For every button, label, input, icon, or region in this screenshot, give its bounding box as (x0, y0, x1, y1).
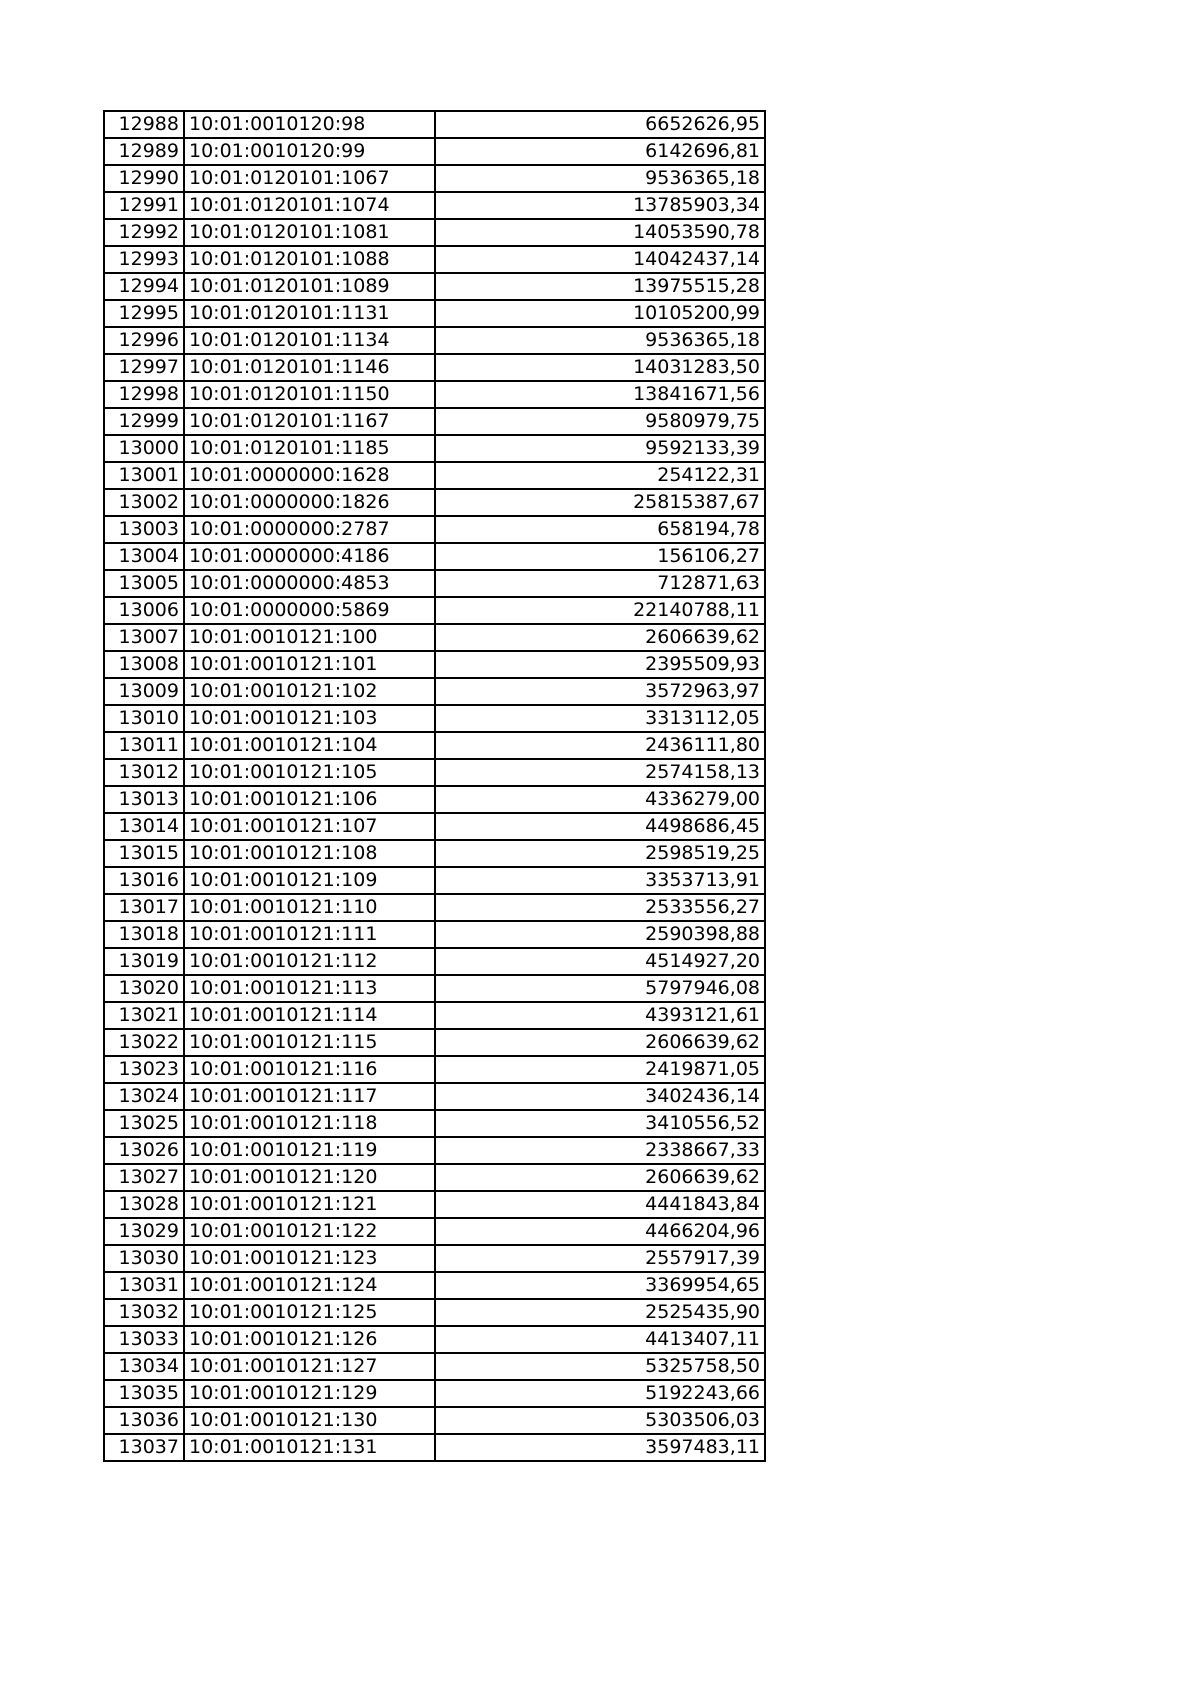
cadastral-number-cell: 10:01:0010121:120 (184, 1164, 435, 1191)
table-row (104, 570, 765, 597)
cadastral-number-cell: 10:01:0010121:130 (184, 1407, 435, 1434)
cadastral-number-cell: 10:01:0000000:1826 (184, 489, 435, 516)
table-row (104, 1137, 765, 1164)
value-cell: 2557917,39 (435, 1245, 765, 1272)
cadastral-number-cell: 10:01:0010121:122 (184, 1218, 435, 1245)
cadastral-number-cell: 10:01:0120101:1067 (184, 165, 435, 192)
table-row (104, 300, 765, 327)
table-row (104, 1218, 765, 1245)
table-row (104, 921, 765, 948)
table-row (104, 705, 765, 732)
value-cell: 2606639,62 (435, 1164, 765, 1191)
cadastral-number-cell: 10:01:0010121:111 (184, 921, 435, 948)
cadastral-number-cell: 10:01:0010121:113 (184, 975, 435, 1002)
row-number-cell: 12988 (104, 111, 184, 138)
value-cell: 2606639,62 (435, 1029, 765, 1056)
cadastral-number-cell: 10:01:0120101:1081 (184, 219, 435, 246)
value-cell: 4393121,61 (435, 1002, 765, 1029)
row-number-cell: 13021 (104, 1002, 184, 1029)
table-row (104, 192, 765, 219)
cadastral-number-cell: 10:01:0010121:108 (184, 840, 435, 867)
row-number-cell: 13022 (104, 1029, 184, 1056)
cadastral-number-cell: 10:01:0010121:116 (184, 1056, 435, 1083)
value-cell: 14053590,78 (435, 219, 765, 246)
cadastral-number-cell: 10:01:0010121:102 (184, 678, 435, 705)
row-number-cell: 13015 (104, 840, 184, 867)
table-row (104, 1245, 765, 1272)
cadastral-number-cell: 10:01:0000000:1628 (184, 462, 435, 489)
table-row (104, 165, 765, 192)
row-number-cell: 12991 (104, 192, 184, 219)
row-number-cell: 12992 (104, 219, 184, 246)
table-row (104, 1002, 765, 1029)
row-number-cell: 13037 (104, 1434, 184, 1461)
cadastral-number-cell: 10:01:0120101:1146 (184, 354, 435, 381)
table-row (104, 489, 765, 516)
value-cell: 6652626,95 (435, 111, 765, 138)
cadastral-number-cell: 10:01:0000000:2787 (184, 516, 435, 543)
row-number-cell: 13004 (104, 543, 184, 570)
cadastral-number-cell: 10:01:0010121:107 (184, 813, 435, 840)
row-number-cell: 12997 (104, 354, 184, 381)
value-cell: 156106,27 (435, 543, 765, 570)
table-row (104, 1164, 765, 1191)
table-row (104, 867, 765, 894)
cadastral-number-cell: 10:01:0120101:1131 (184, 300, 435, 327)
table-row (104, 651, 765, 678)
value-cell: 14042437,14 (435, 246, 765, 273)
value-cell: 2590398,88 (435, 921, 765, 948)
table-row (104, 1029, 765, 1056)
row-number-cell: 13018 (104, 921, 184, 948)
row-number-cell: 13029 (104, 1218, 184, 1245)
table-row (104, 813, 765, 840)
table-row (104, 1056, 765, 1083)
table-row (104, 1407, 765, 1434)
row-number-cell: 13013 (104, 786, 184, 813)
row-number-cell: 13009 (104, 678, 184, 705)
table-row (104, 1326, 765, 1353)
cadastral-number-cell: 10:01:0000000:5869 (184, 597, 435, 624)
row-number-cell: 12989 (104, 138, 184, 165)
table-row (104, 408, 765, 435)
row-number-cell: 13012 (104, 759, 184, 786)
cadastral-number-cell: 10:01:0120101:1167 (184, 408, 435, 435)
cadastral-number-cell: 10:01:0010121:104 (184, 732, 435, 759)
table-row (104, 786, 765, 813)
cadastral-number-cell: 10:01:0010121:110 (184, 894, 435, 921)
row-number-cell: 13007 (104, 624, 184, 651)
row-number-cell: 13000 (104, 435, 184, 462)
cadastral-number-cell: 10:01:0120101:1088 (184, 246, 435, 273)
row-number-cell: 13016 (104, 867, 184, 894)
cadastral-number-cell: 10:01:0010121:121 (184, 1191, 435, 1218)
value-cell: 2338667,33 (435, 1137, 765, 1164)
value-cell: 3369954,65 (435, 1272, 765, 1299)
value-cell: 4466204,96 (435, 1218, 765, 1245)
row-number-cell: 13024 (104, 1083, 184, 1110)
row-number-cell: 13035 (104, 1380, 184, 1407)
table-row (104, 246, 765, 273)
table-row (104, 732, 765, 759)
value-cell: 712871,63 (435, 570, 765, 597)
cadastral-number-cell: 10:01:0000000:4853 (184, 570, 435, 597)
table-row (104, 327, 765, 354)
cadastral-number-cell: 10:01:0010121:126 (184, 1326, 435, 1353)
value-cell: 2606639,62 (435, 624, 765, 651)
row-number-cell: 12990 (104, 165, 184, 192)
value-cell: 3353713,91 (435, 867, 765, 894)
value-cell: 13785903,34 (435, 192, 765, 219)
value-cell: 2436111,80 (435, 732, 765, 759)
value-cell: 3402436,14 (435, 1083, 765, 1110)
table-row (104, 678, 765, 705)
row-number-cell: 13011 (104, 732, 184, 759)
table-row (104, 1353, 765, 1380)
value-cell: 9580979,75 (435, 408, 765, 435)
cadastral-number-cell: 10:01:0010121:131 (184, 1434, 435, 1461)
value-cell: 3410556,52 (435, 1110, 765, 1137)
cadastral-number-cell: 10:01:0010121:124 (184, 1272, 435, 1299)
value-cell: 6142696,81 (435, 138, 765, 165)
value-cell: 4336279,00 (435, 786, 765, 813)
table-row (104, 1272, 765, 1299)
row-number-cell: 12993 (104, 246, 184, 273)
row-number-cell: 12999 (104, 408, 184, 435)
value-cell: 13841671,56 (435, 381, 765, 408)
value-cell: 2525435,90 (435, 1299, 765, 1326)
row-number-cell: 13017 (104, 894, 184, 921)
table-row (104, 1110, 765, 1137)
value-cell: 9592133,39 (435, 435, 765, 462)
row-number-cell: 13010 (104, 705, 184, 732)
cadastral-number-cell: 10:01:0010121:114 (184, 1002, 435, 1029)
value-cell: 4413407,11 (435, 1326, 765, 1353)
cadastral-number-cell: 10:01:0010121:125 (184, 1299, 435, 1326)
table-row (104, 111, 765, 138)
value-cell: 5192243,66 (435, 1380, 765, 1407)
cadastral-number-cell: 10:01:0010121:127 (184, 1353, 435, 1380)
row-number-cell: 13005 (104, 570, 184, 597)
table-row (104, 381, 765, 408)
row-number-cell: 13033 (104, 1326, 184, 1353)
row-number-cell: 13036 (104, 1407, 184, 1434)
cadastral-number-cell: 10:01:0120101:1185 (184, 435, 435, 462)
value-cell: 5303506,03 (435, 1407, 765, 1434)
value-cell: 3313112,05 (435, 705, 765, 732)
table-row (104, 840, 765, 867)
value-cell: 22140788,11 (435, 597, 765, 624)
row-number-cell: 13003 (104, 516, 184, 543)
row-number-cell: 13019 (104, 948, 184, 975)
row-number-cell: 12998 (104, 381, 184, 408)
row-number-cell: 13025 (104, 1110, 184, 1137)
value-cell: 9536365,18 (435, 165, 765, 192)
cadastral-number-cell: 10:01:0000000:4186 (184, 543, 435, 570)
cadastral-number-cell: 10:01:0010121:115 (184, 1029, 435, 1056)
row-number-cell: 13014 (104, 813, 184, 840)
row-number-cell: 13008 (104, 651, 184, 678)
cadastral-number-cell: 10:01:0010121:118 (184, 1110, 435, 1137)
row-number-cell: 13034 (104, 1353, 184, 1380)
table-body (104, 111, 765, 1461)
value-cell: 5325758,50 (435, 1353, 765, 1380)
cadastral-number-cell: 10:01:0010121:109 (184, 867, 435, 894)
value-cell: 3572963,97 (435, 678, 765, 705)
row-number-cell: 13030 (104, 1245, 184, 1272)
row-number-cell: 13027 (104, 1164, 184, 1191)
cadastral-number-cell: 10:01:0010121:106 (184, 786, 435, 813)
value-cell: 5797946,08 (435, 975, 765, 1002)
table-row (104, 138, 765, 165)
cadastral-number-cell: 10:01:0120101:1150 (184, 381, 435, 408)
data-table (103, 110, 766, 1462)
value-cell: 25815387,67 (435, 489, 765, 516)
row-number-cell: 13001 (104, 462, 184, 489)
table-row (104, 435, 765, 462)
table-row (104, 948, 765, 975)
row-number-cell: 13028 (104, 1191, 184, 1218)
table-row (104, 1191, 765, 1218)
cadastral-number-cell: 10:01:0010121:105 (184, 759, 435, 786)
cadastral-number-cell: 10:01:0120101:1089 (184, 273, 435, 300)
value-cell: 2533556,27 (435, 894, 765, 921)
table-row (104, 516, 765, 543)
value-cell: 10105200,99 (435, 300, 765, 327)
row-number-cell: 13023 (104, 1056, 184, 1083)
cadastral-number-cell: 10:01:0010121:112 (184, 948, 435, 975)
table-row (104, 624, 765, 651)
value-cell: 14031283,50 (435, 354, 765, 381)
cadastral-number-cell: 10:01:0010121:129 (184, 1380, 435, 1407)
cadastral-number-cell: 10:01:0010121:103 (184, 705, 435, 732)
table-row (104, 219, 765, 246)
cadastral-number-cell: 10:01:0010121:117 (184, 1083, 435, 1110)
value-cell: 254122,31 (435, 462, 765, 489)
value-cell: 2598519,25 (435, 840, 765, 867)
cadastral-number-cell: 10:01:0010121:119 (184, 1137, 435, 1164)
cadastral-number-cell: 10:01:0120101:1074 (184, 192, 435, 219)
value-cell: 9536365,18 (435, 327, 765, 354)
value-cell: 658194,78 (435, 516, 765, 543)
cadastral-number-cell: 10:01:0010121:101 (184, 651, 435, 678)
value-cell: 3597483,11 (435, 1434, 765, 1461)
table-row (104, 1434, 765, 1461)
table-row (104, 759, 765, 786)
row-number-cell: 13002 (104, 489, 184, 516)
value-cell: 4441843,84 (435, 1191, 765, 1218)
value-cell: 4498686,45 (435, 813, 765, 840)
value-cell: 2419871,05 (435, 1056, 765, 1083)
table-row (104, 543, 765, 570)
table-row (104, 975, 765, 1002)
value-cell: 2574158,13 (435, 759, 765, 786)
cadastral-number-cell: 10:01:0010120:98 (184, 111, 435, 138)
row-number-cell: 12994 (104, 273, 184, 300)
row-number-cell: 12996 (104, 327, 184, 354)
row-number-cell: 13031 (104, 1272, 184, 1299)
value-cell: 4514927,20 (435, 948, 765, 975)
table-row (104, 273, 765, 300)
row-number-cell: 13020 (104, 975, 184, 1002)
table-row (104, 597, 765, 624)
table-row (104, 462, 765, 489)
table-row (104, 1083, 765, 1110)
value-cell: 2395509,93 (435, 651, 765, 678)
row-number-cell: 13032 (104, 1299, 184, 1326)
table-row (104, 354, 765, 381)
value-cell: 13975515,28 (435, 273, 765, 300)
cadastral-number-cell: 10:01:0010121:123 (184, 1245, 435, 1272)
table-row (104, 1380, 765, 1407)
table-row (104, 894, 765, 921)
row-number-cell: 13006 (104, 597, 184, 624)
cadastral-number-cell: 10:01:0010120:99 (184, 138, 435, 165)
table-row (104, 1299, 765, 1326)
row-number-cell: 12995 (104, 300, 184, 327)
cadastral-number-cell: 10:01:0120101:1134 (184, 327, 435, 354)
cadastral-number-cell: 10:01:0010121:100 (184, 624, 435, 651)
row-number-cell: 13026 (104, 1137, 184, 1164)
